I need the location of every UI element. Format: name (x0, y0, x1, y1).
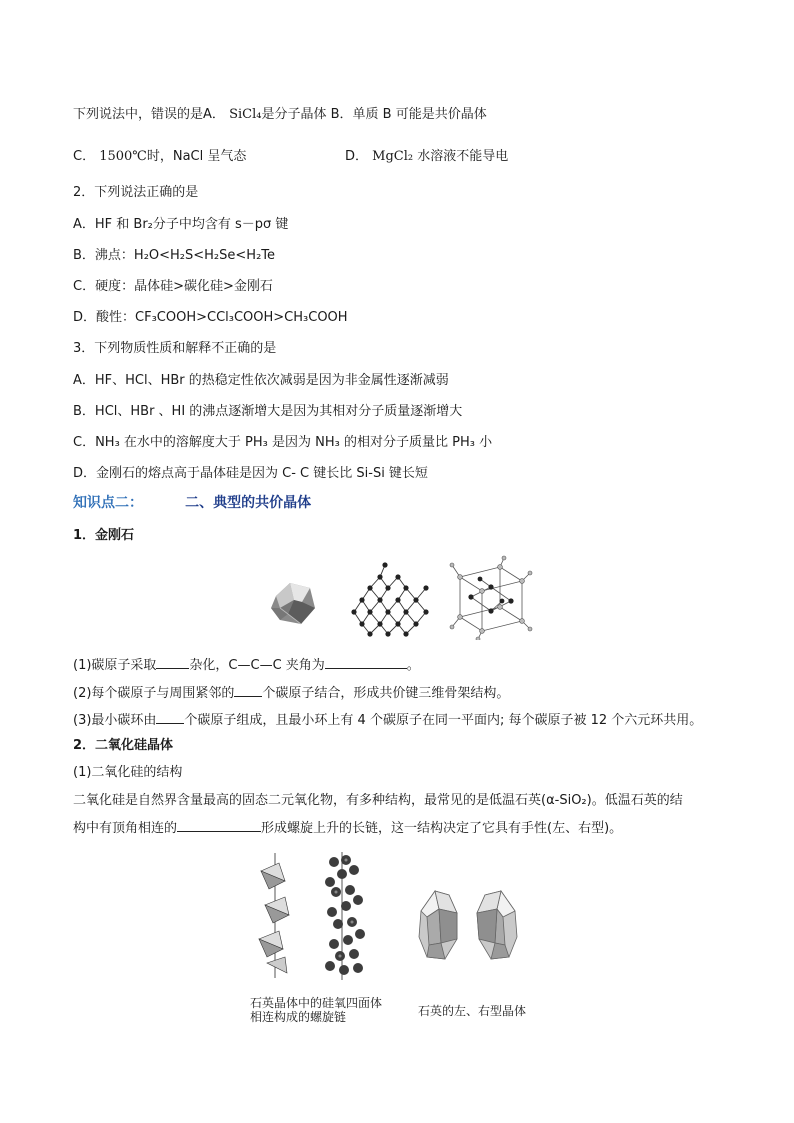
q3-option-b: B．HCl、HBr 、HI 的沸点逐渐增大是因为其相对分子质量逐渐增大 (73, 404, 463, 419)
q1-option-d-formula: MgCl₂ (372, 149, 414, 164)
silica-paragraph-line1: 二氧化硅是自然界含量最高的固态二元氧化物，有多种结构，最常见的是低温石英(α-SiO₂)。低温石英的结 (73, 793, 683, 808)
q1-option-a-text: 是分子晶体 (261, 107, 327, 122)
diamond-q1-text-b: 杂化，C—C—C 夹角为 (189, 658, 325, 673)
q1-option-c-label: C． (73, 149, 96, 164)
silica-heading: 2．二氧化硅晶体 (73, 738, 174, 753)
silica-caption-1-line1: 石英晶体中的硅氧四面体 (250, 996, 383, 1010)
silica-subheading: (1)二氧化硅的结构 (73, 765, 183, 780)
diamond-q3-text-b: 个碳原子组成，且最小环上有 4 个碳原子在同一平面内; 每个碳原子被 12 个六元环共用。 (184, 713, 703, 728)
silica-caption-1-line2: 相连构成的螺旋链 (250, 1010, 347, 1024)
q3-option-a: A．HF、HCl、HBr 的热稳定性依次减弱是因为非金属性逐渐减弱 (73, 373, 449, 388)
diamond-q1-text-c: 。 (406, 658, 420, 673)
q1-option-b-text: 单质 B 可能是共价晶体 (352, 107, 487, 122)
q1-option-a-formula: SiCl₄ (229, 107, 262, 122)
diamond-q3-text-a: (3)最小碳环由 (73, 713, 157, 728)
section-label: 知识点二： (73, 495, 143, 511)
quartz-left-right-crystals-image (413, 885, 528, 965)
diamond-q1-blank-hybrid[interactable] (156, 655, 189, 669)
q1-option-c-text: 时，NaCl 呈气态 (146, 149, 247, 164)
diamond-q2 (73, 683, 509, 703)
q1-option-d-label: D． (345, 149, 369, 164)
silica-paragraph-text-a: 构中有顶角相连的 (73, 821, 178, 836)
q2-option-a: A．HF 和 Br₂分子中均含有 s－pσ 键 (73, 217, 289, 232)
diamond-q3 (73, 710, 702, 730)
q1-line2-d (345, 148, 508, 166)
q3-option-d: D．金刚石的熔点高于晶体硅是因为 C- C 键长比 Si-Si 键长短 (73, 466, 428, 481)
diamond-q2-blank[interactable] (234, 683, 262, 697)
diamond-lattice-image (350, 560, 435, 640)
q3-stem: 3．下列物质性质和解释不正确的是 (73, 341, 277, 356)
q1-line2 (73, 148, 246, 166)
q2-stem: 2．下列说法正确的是 (73, 185, 199, 200)
q1-option-c-formula: 1500℃ (99, 149, 147, 164)
diamond-q1 (73, 655, 420, 675)
diamond-unit-cell-image (448, 555, 533, 640)
q2-option-d: D．酸性：CF₃COOH>CCl₃COOH>CH₃COOH (73, 310, 348, 325)
section-title: 二、典型的共价晶体 (185, 495, 312, 511)
diamond-heading: 1．金刚石 (73, 528, 135, 543)
q1-line1 (73, 106, 487, 124)
silica-blank[interactable] (177, 818, 261, 832)
q3-option-c: C．NH₃ 在水中的溶解度大于 PH₃ 是因为 NH₃ 的相对分子质量比 PH₃ 小 (73, 435, 493, 450)
q2-option-c: C．硬度：晶体硅>碳化硅>金刚石 (73, 279, 273, 294)
silica-helix-ball-model-image (320, 852, 368, 980)
q1-option-d-text: 水溶液不能导电 (417, 149, 509, 164)
q2-option-b: B．沸点：H₂O<H₂S<H₂Se<H₂Te (73, 248, 276, 263)
silica-paragraph-text-b: 形成螺旋上升的长链，这一结构决定了它具有手性(左、右型)。 (261, 821, 623, 836)
silica-paragraph-line2 (73, 818, 622, 838)
q1-option-a-label: A． (203, 107, 225, 122)
section-heading (73, 494, 311, 513)
diamond-q1-text-a: (1)碳原子采取 (73, 658, 157, 673)
diamond-crystal-image (268, 578, 318, 628)
diamond-q2-text-a: (2)每个碳原子与周围紧邻的 (73, 686, 235, 701)
q1-stem: 下列说法中，错误的是 (73, 107, 204, 122)
diamond-q3-blank[interactable] (156, 710, 184, 724)
diamond-q1-blank-angle[interactable] (325, 655, 407, 669)
diamond-q2-text-b: 个碳原子结合，形成共价键三维骨架结构。 (262, 686, 510, 701)
silica-caption-2: 石英的左、右型晶体 (418, 1004, 527, 1018)
silica-tetrahedra-chain-image (255, 853, 295, 978)
q1-option-b-label: B． (330, 107, 353, 122)
